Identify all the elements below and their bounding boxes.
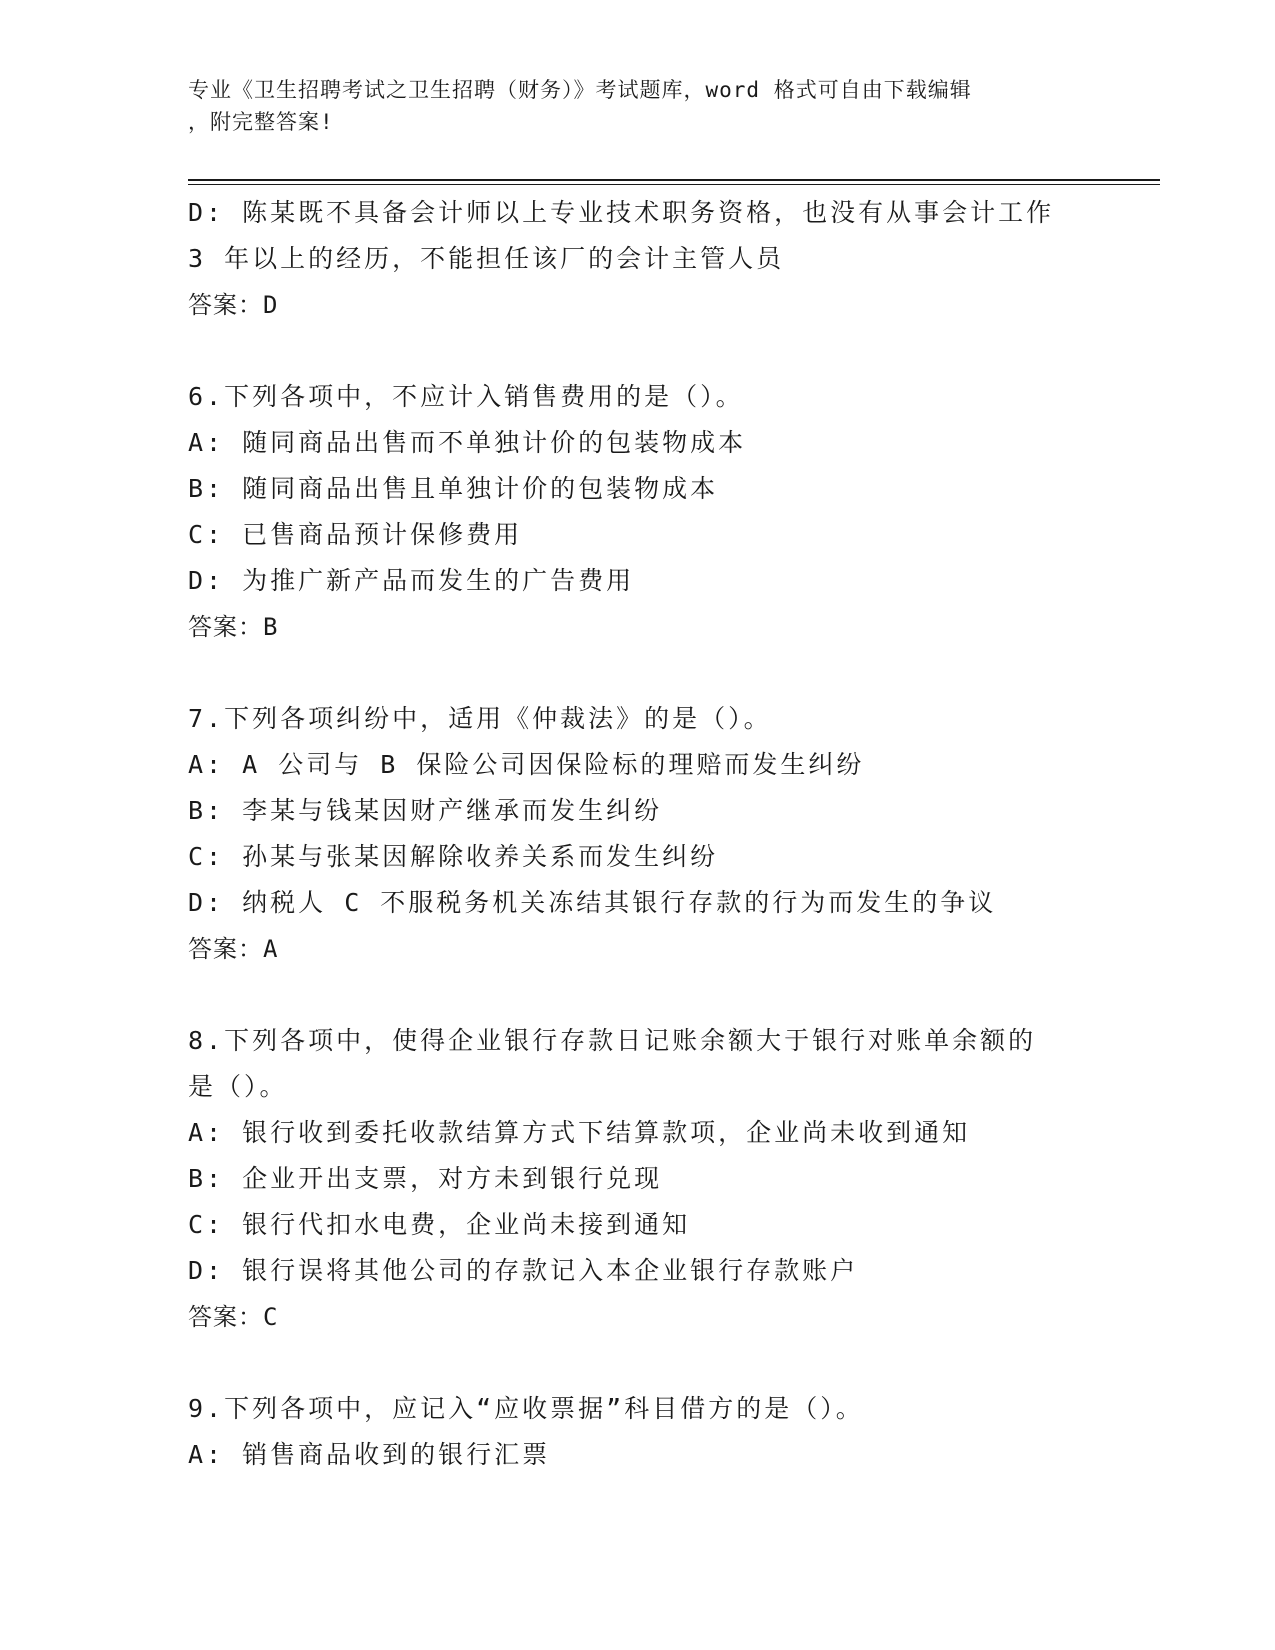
q8-option-d: D: 银行误将其他公司的存款记入本企业银行存款账户 xyxy=(188,1256,859,1285)
q6-answer: 答案：B xyxy=(188,613,279,641)
q7-option-d: D: 纳税人 C 不服税务机关冻结其银行存款的行为而发生的争议 xyxy=(188,888,997,917)
question-list xyxy=(188,190,1148,1478)
q6-option-d: D: 为推广新产品而发生的广告费用 xyxy=(188,566,635,595)
spacer xyxy=(188,328,1148,374)
q6-question: 6.下列各项中，不应计入销售费用的是（）。 xyxy=(188,382,744,411)
q8-option-b: B: 企业开出支票，对方未到银行兑现 xyxy=(188,1164,663,1193)
document-header xyxy=(188,74,1088,138)
header-divider-thin xyxy=(188,184,1160,185)
question-6-block xyxy=(188,374,1148,650)
spacer xyxy=(188,972,1148,1018)
q7-option-b: B: 李某与钱某因财产继承而发生纠纷 xyxy=(188,796,663,825)
q6-option-c: C: 已售商品预计保修费用 xyxy=(188,520,523,549)
q9-option-a: A: 销售商品收到的银行汇票 xyxy=(188,1440,551,1469)
q8-answer: 答案：C xyxy=(188,1303,279,1331)
question-7-block xyxy=(188,696,1148,972)
q9-question: 9.下列各项中，应记入“应收票据”科目借方的是（）。 xyxy=(188,1394,864,1423)
q7-answer: 答案：A xyxy=(188,935,279,963)
q6-option-a: A: 随同商品出售而不单独计价的包装物成本 xyxy=(188,428,747,457)
question-8-block xyxy=(188,1018,1148,1340)
q7-option-a: A: A 公司与 B 保险公司因保险标的理赔而发生纠纷 xyxy=(188,750,865,779)
q8-question-line-1: 8.下列各项中，使得企业银行存款日记账余额大于银行对账单余额的 xyxy=(188,1026,1037,1055)
spacer xyxy=(188,650,1148,696)
q5-answer: 答案：D xyxy=(188,291,279,319)
spacer xyxy=(188,1340,1148,1386)
header-title-line-1: 专业《卫生招聘考试之卫生招聘（财务）》考试题库，word 格式可自由下载编辑 xyxy=(188,78,972,102)
q5-option-d-line-2: 3 年以上的经历，不能担任该厂的会计主管人员 xyxy=(188,244,785,273)
header-divider-thick xyxy=(188,179,1160,181)
q8-option-c: C: 银行代扣水电费，企业尚未接到通知 xyxy=(188,1210,691,1239)
question-5-block xyxy=(188,190,1148,328)
q7-question: 7.下列各项纠纷中，适用《仲裁法》的是（）。 xyxy=(188,704,772,733)
q7-option-c: C: 孙某与张某因解除收养关系而发生纠纷 xyxy=(188,842,719,871)
q5-option-d-line-1: D: 陈某既不具备会计师以上专业技术职务资格，也没有从事会计工作 xyxy=(188,198,1055,227)
header-title-line-2: ，附完整答案! xyxy=(188,110,334,134)
q8-question-line-2: 是（）。 xyxy=(188,1072,288,1101)
question-9-block xyxy=(188,1386,1148,1478)
q6-option-b: B: 随同商品出售且单独计价的包装物成本 xyxy=(188,474,719,503)
q8-option-a: A: 银行收到委托收款结算方式下结算款项，企业尚未收到通知 xyxy=(188,1118,971,1147)
